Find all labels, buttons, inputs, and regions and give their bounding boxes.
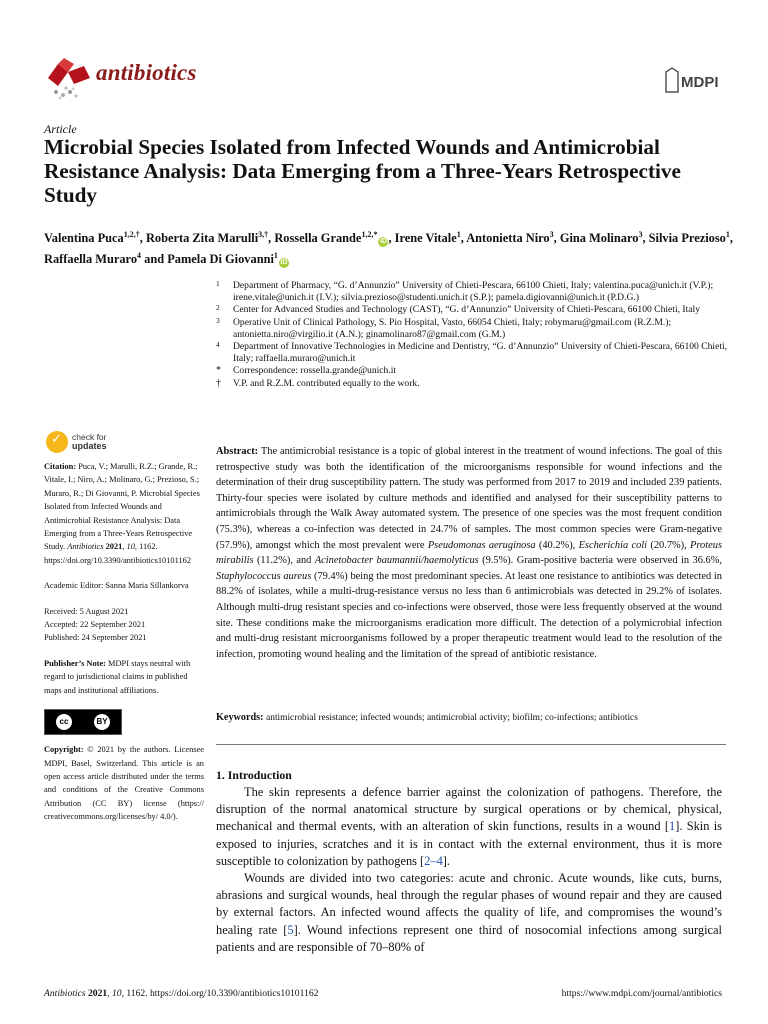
keywords-label: Keywords: xyxy=(216,712,264,723)
affiliation-item xyxy=(216,378,736,390)
abstract-text: (20.7%), xyxy=(647,539,691,551)
received-date: Received: 5 August 2021 xyxy=(44,606,129,616)
affiliation-mark: 4 xyxy=(216,340,220,350)
author-affiliation-marks: 1,2,* xyxy=(361,230,378,239)
copyright-text: © 2021 by the authors. Licensee MDPI, Basel, Switzerland. This article is an open access article distributed under the terms and conditions of the Creative Commons Attribution (CC BY) license (https:// creativecommons.org/licenses/by/ 4.0/). xyxy=(44,745,204,822)
abstract-label: Abstract: xyxy=(216,446,259,457)
author[interactable]: Antonietta Niro xyxy=(466,231,550,246)
affiliation-item xyxy=(216,280,736,304)
author-affiliation-marks: 3,† xyxy=(258,230,269,239)
check-updates-icon xyxy=(46,431,68,453)
footer-year: 2021 xyxy=(87,988,108,999)
check-for-updates-button[interactable] xyxy=(44,430,204,454)
citation-doi[interactable]: , 1162. https://doi.org/10.3390/antibiotics10101162 xyxy=(44,542,192,565)
check-updates-text xyxy=(72,433,107,451)
affiliation-text: Correspondence: rossella.grande@unich.it xyxy=(233,365,397,377)
author[interactable]: Irene Vitale xyxy=(394,231,457,246)
introduction-body xyxy=(216,784,722,956)
paragraph-text: The skin represents a defence barrier against the colonization of pathogens. Therefore, the disruption of the normal anatomical structure by surgical operations or by chemical, physical, mechanical and thermal events, with an alteration of skin functions, results in a wound [ xyxy=(216,785,722,834)
citation-year: 2021 xyxy=(105,542,123,552)
citation-journal: Antibiotics xyxy=(67,542,104,552)
abstract-text: (9.5%). Gram-positive bacteria were observed in 36.6%, xyxy=(478,555,722,567)
publisher-note-text: MDPI stays neutral with regard to jurisdictional claims in published maps and institutional affiliations. xyxy=(44,658,191,695)
abstract-text: The antimicrobial resistance is a topic of global interest in the treatment of wound infections. The goal of this retrospective study was both the identification of the microorganisms responsible for wound infections and the determination of their drug susceptibility pattern. The study was performed from 2017 to 2019 and included 239 patients. Thirty-four species were isolated by culture methods and identified and analysed for their susceptibility patterns to antimicrobials through the Walk Away automated system. The presence of one species was the most frequent condition (75.3%), whereas a co-infection was detected in 24.7% of samples. The most common species were Gram-negative (57.9%), amongst which the most prevalent were xyxy=(216,446,722,551)
keywords xyxy=(216,710,726,726)
citation-link[interactable]: 2–4 xyxy=(424,853,443,868)
by-icon: BY xyxy=(94,714,110,730)
species-name: Acinetobacter baumannii/haemolyticus xyxy=(314,555,479,567)
author-list: Valentina Puca$^{1,2,\dagger}$, Roberta Zita Marulli$^{3,\dagger}$, Rossella Grande$^{1,2,*}$iD , Irene Vitale$^1$, Antonietta Niro$^3$, Gina Molinaro$^3$, Silvia Prezioso$^1$, Raffaella Muraro$^4$ and Pamela Di Giovanni$^1$iD xyxy=(44,230,733,267)
paragraph-text: ]. xyxy=(442,853,451,868)
paragraph xyxy=(216,784,722,870)
check-line1: check for xyxy=(72,432,107,442)
author-affiliation-marks: 1,2,† xyxy=(123,230,140,239)
publisher-note xyxy=(44,657,204,697)
affiliations xyxy=(216,280,736,390)
citation-block: Citation: Puca, V.; Marulli, R.Z.; Grande, R.; Vitale, I.; Niro, A.; Molinaro, G.; Prezioso, S.; Muraro, R.; Di Giovanni, P. Microbial Species Isolated from Infected Wounds and Antimicrobial Resistance Analysis: Data Emerging from a Three-Years Retrospective Study. Antibiotics 2021, 10, 1162. https://doi.org/10.3390/antibiotics10101162 xyxy=(44,462,200,565)
section-divider xyxy=(216,744,726,745)
article-type: Article xyxy=(44,122,77,136)
author[interactable]: Rossella Grande xyxy=(274,231,362,246)
mdpi-logo-text: MDPI xyxy=(681,74,719,91)
article-title: Microbial Species Isolated from Infected Wounds and Antimicrobial Resistance Analysis: Data Emerging from a Three-Years Retrospective Study xyxy=(44,135,681,207)
citation-volume: 10 xyxy=(126,542,135,552)
abstract-text: (79.4%) being the most predominant species. At least one resistance to antibiotics was detected in 88.2% of isolates, while a multi-drug-resistance versus no less than 6 antimicrobials was detected in 29.2% of isolates. Although multi-drug resistant species and co-infections were observed, those were less frequently observed at the wound site. These conditions make the microorganisms eradication more difficult. The detection of a polymicrobial infection and multi-drug resistant microorganisms followed by a proper therapeutic treatment would lead to the resolution of the infection, promoting wound healing and the limitation of the spread of antibiotic resistance. xyxy=(216,570,722,660)
affiliation-mark: 3 xyxy=(216,315,220,325)
paragraph xyxy=(216,870,722,956)
affiliation-text: Center for Advanced Studies and Technology (CAST), “G. d’Annunzio” University of Chieti-Pescara, 66100 Chieti, Italy xyxy=(233,304,701,316)
affiliation-item xyxy=(216,365,736,377)
cc-license-badge[interactable] xyxy=(44,709,122,735)
footer-citation: Antibiotics 2021, 10, 1162. https://doi.org/10.3390/antibiotics10101162 xyxy=(44,988,319,999)
accepted-date: Accepted: 22 September 2021 xyxy=(44,620,146,630)
affiliation-item xyxy=(216,317,736,341)
citation-label: Citation: xyxy=(44,462,77,471)
orcid-icon[interactable]: iD xyxy=(379,238,387,246)
author-affiliation-marks: 4 xyxy=(137,251,142,261)
citation-text: Puca, V.; Marulli, R.Z.; Grande, R.; Vitale, I.; Niro, A.; Molinaro, G.; Prezioso, S.; Muraro, R.; Di Giovanni, P. Microbial Species Isolated from Infected Wounds and Antimicrobial Resistance Analysis: Data Emerging from a Three-Years Retrospective Study. xyxy=(44,462,200,552)
author[interactable]: Gina Molinaro xyxy=(559,231,639,246)
species-name: Staphylococcus aureus xyxy=(216,570,312,582)
author[interactable]: Valentina Puca xyxy=(44,231,124,246)
footer-journal-url[interactable]: https://www.mdpi.com/journal/antibiotics xyxy=(561,988,722,999)
affiliation-mark: † xyxy=(216,377,221,389)
mdpi-logo-icon[interactable] xyxy=(664,66,722,94)
affiliation-text: Operative Unit of Clinical Pathology, S. Pio Hospital, Vasto, 66054 Chieti, Italy; robymaru@gmail.com (R.Z.M.); antonietta.niro@virgilio.it (A.N.); ginamolinaro87@gmail.com (G.M.) xyxy=(233,316,672,340)
citation-link[interactable]: 5 xyxy=(287,922,294,937)
abstract-text: (11.2%), and xyxy=(253,555,315,567)
species-name: Pseudomonas aeruginosa xyxy=(427,539,536,551)
author-affiliation-marks: 1 xyxy=(725,230,730,239)
affiliation-text: V.P. and R.Z.M. contributed equally to the work. xyxy=(233,377,420,389)
affiliation-item xyxy=(216,341,736,365)
author-affiliation-marks: 3 xyxy=(638,230,643,239)
author[interactable]: Silvia Prezioso xyxy=(648,231,726,246)
journal-logo-icon xyxy=(44,58,92,100)
paragraph-text: ]. Skin is exposed to injuries, scratches and it is in contact with the external environment, thus it is more susceptible to colonization by pathogens [ xyxy=(216,819,722,868)
academic-editor: Academic Editor: Sanna Maria Sillankorva xyxy=(44,581,189,591)
footer-volume: 10 xyxy=(111,988,122,999)
author[interactable]: Pamela Di Giovanni xyxy=(167,252,274,267)
section-heading: 1. Introduction xyxy=(216,768,292,782)
author-affiliation-marks: 1 xyxy=(273,251,278,261)
affiliation-text: Department of Pharmacy, “G. d’Annunzio” University of Chieti-Pescara, 66100 Chieti, Italy; valentina.puca@unich.it (V.P.); irene.vitale@unich.it (I.V.); silvia.prezioso@studenti.unich.it (S.P.); pamela.digiovanni@unich.it (P.D.G.) xyxy=(233,280,714,304)
copyright-label: Copyright: xyxy=(44,745,84,755)
citation-link[interactable]: 1 xyxy=(668,819,676,834)
author-affiliation-marks: 3 xyxy=(549,230,554,239)
paragraph-text: ]. Wound infections represent one third of nosocomial infections among surgical patients and are responsible of 70–80% of xyxy=(216,922,722,954)
keywords-text: antimicrobial resistance; infected wounds; antimicrobial activity; biofilm; co-infections; antibiotics xyxy=(266,713,638,723)
author-affiliation-marks: 1 xyxy=(456,230,461,239)
abstract-text: (40.2%), xyxy=(535,539,579,551)
sidebar xyxy=(44,430,204,824)
species-name: Proteus mirabilis xyxy=(216,539,722,567)
dates-block xyxy=(44,605,204,645)
abstract xyxy=(216,444,722,662)
species-name: Escherichia coli xyxy=(578,539,648,551)
published-date: Published: 24 September 2021 xyxy=(44,633,147,643)
cc-icon: cc xyxy=(56,714,72,730)
publisher-note-label: Publisher’s Note: xyxy=(44,658,106,668)
affiliation-mark: 2 xyxy=(216,303,220,313)
affiliation-item xyxy=(216,304,736,316)
journal-name[interactable]: antibiotics xyxy=(96,60,197,85)
affiliation-mark: * xyxy=(216,365,221,377)
affiliation-mark: 1 xyxy=(216,279,220,288)
affiliation-text: Department of Innovative Technologies in Medicine and Dentistry, “G. d’Annunzio” University of Chieti-Pescara, 66100 Chieti, Italy; raffaella.muraro@unich.it xyxy=(233,341,728,365)
author[interactable]: Roberta Zita Marulli xyxy=(145,231,259,246)
orcid-icon[interactable]: iD xyxy=(280,259,288,267)
author[interactable]: Raffaella Muraro xyxy=(44,252,138,267)
paragraph-text: Wounds are divided into two categories: acute and chronic. Acute wounds, like cuts, burns, abrasions and surgical wounds, heal through the regular phases of wound repair and they are caused by external factors. An infected wound affects the quality of life, and compromises the wound’s healing rate [ xyxy=(216,871,722,937)
check-line2: updates xyxy=(72,441,107,451)
footer-doi[interactable]: , 1162. https://doi.org/10.3390/antibiotics10101162 xyxy=(121,988,319,999)
copyright-block xyxy=(44,743,204,823)
footer-journal: Antibiotics xyxy=(44,988,86,999)
